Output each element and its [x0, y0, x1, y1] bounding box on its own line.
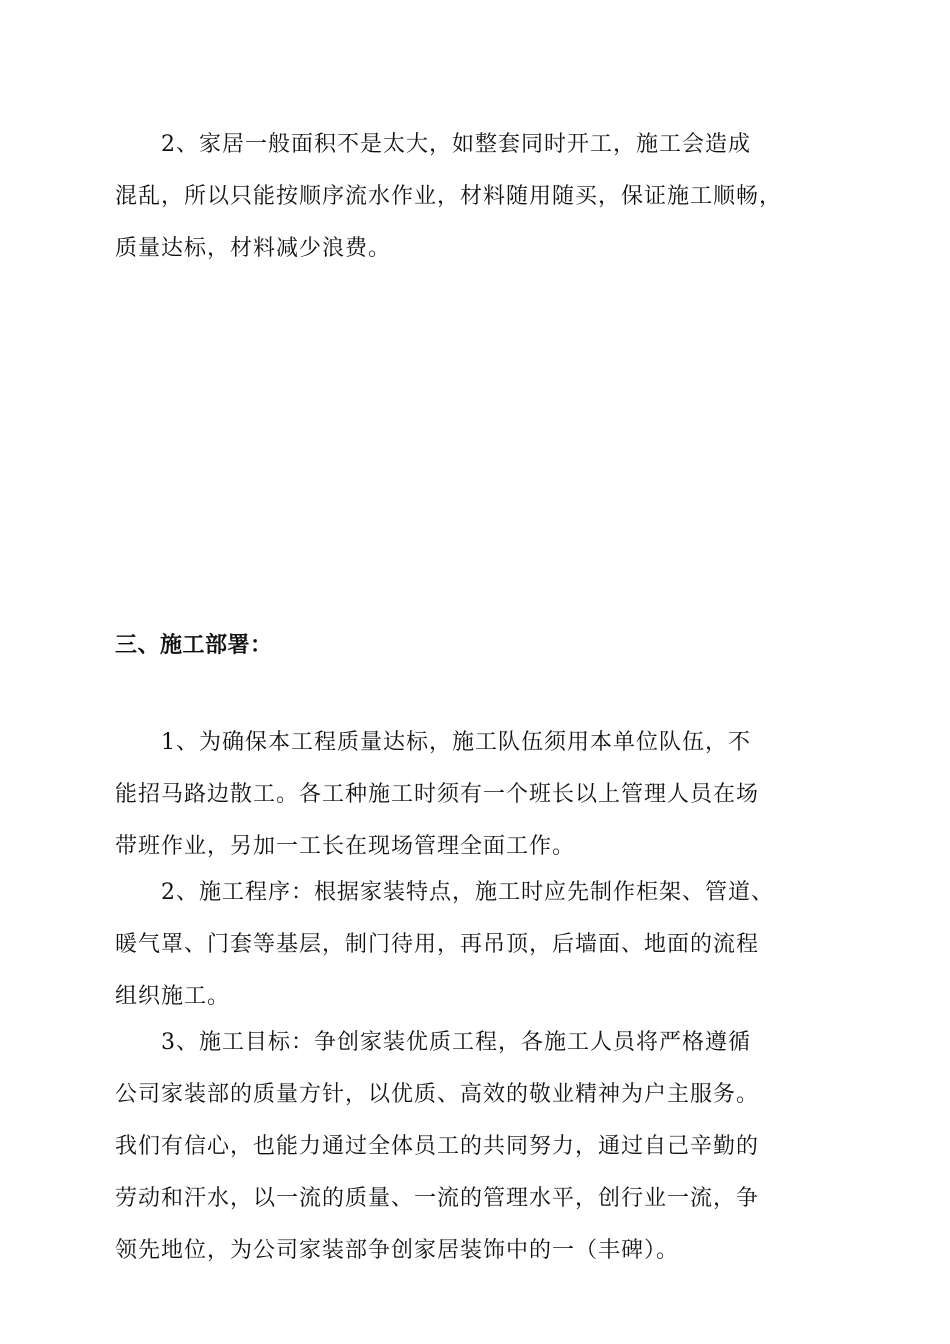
paragraph-construction-goal: [115, 1030, 855, 1290]
paragraph-team-requirements: [115, 730, 855, 886]
paragraph-line: 质量达标，材料减少浪费。: [115, 236, 392, 261]
paragraph-line: 3、施工目标：争创家装优质工程，各施工人员将严格遵循: [161, 1030, 751, 1055]
paragraph-line: 2、施工程序：根据家装特点，施工时应先制作柜架、管道、: [161, 880, 774, 905]
paragraph-line: 组织施工。: [115, 984, 231, 1009]
paragraph-line: 带班作业，另加一工长在现场管理全面工作。: [115, 834, 576, 859]
paragraph-line: 公司家装部的质量方针，以优质、高效的敬业精神为户主服务。: [115, 1082, 760, 1107]
paragraph-family-construction-order: [115, 132, 855, 288]
paragraph-line: 劳动和汗水，以一流的质量、一流的管理水平，创行业一流，争: [115, 1186, 760, 1211]
paragraph-construction-procedure: [115, 880, 855, 1036]
paragraph-line: 暖气罩、门套等基层，制门待用，再吊顶，后墙面、地面的流程: [115, 932, 760, 957]
paragraph-line: 2、家居一般面积不是太大，如整套同时开工，施工会造成: [161, 132, 751, 157]
paragraph-line: 领先地位，为公司家装部争创家居装饰中的一（丰碑）。: [115, 1238, 680, 1263]
paragraph-line: 能招马路边散工。各工种施工时须有一个班长以上管理人员在场: [115, 782, 760, 807]
paragraph-line: 我们有信心，也能力通过全体员工的共同努力，通过自己辛勤的: [115, 1134, 760, 1159]
paragraph-line: 1、为确保本工程质量达标，施工队伍须用本单位队伍，不: [161, 730, 751, 755]
paragraph-line: 混乱，所以只能按顺序流水作业，材料随用随买，保证施工顺畅，: [115, 184, 783, 209]
section-heading: 三、施工部署：: [115, 632, 273, 658]
